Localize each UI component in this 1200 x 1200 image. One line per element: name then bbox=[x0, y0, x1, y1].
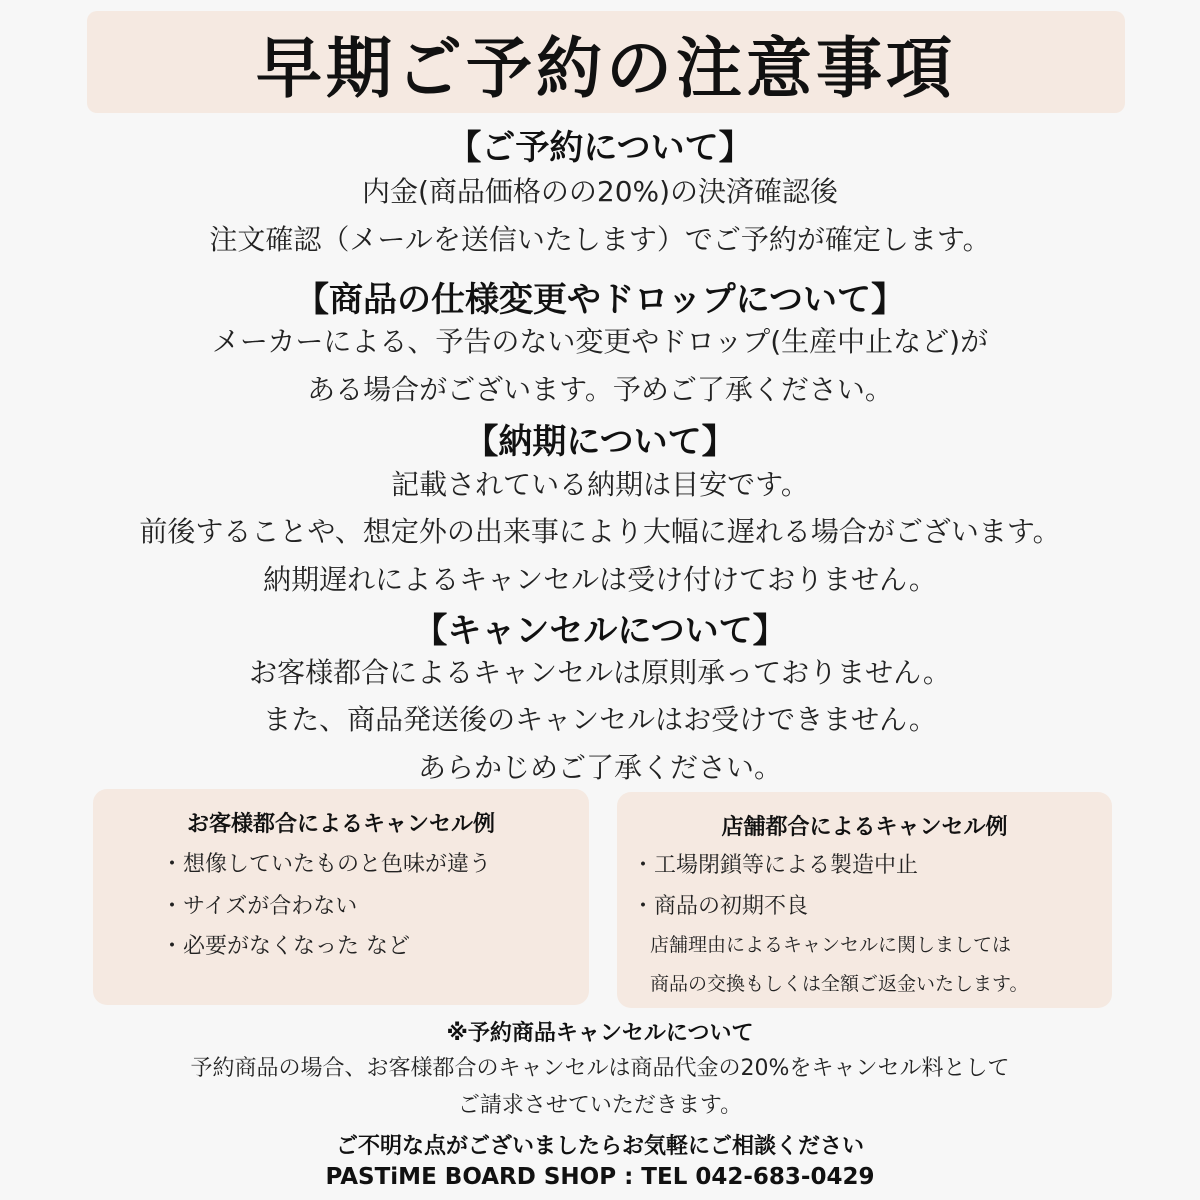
reservation-heading: 【ご予約について】 bbox=[447, 128, 753, 168]
cancellation-line-2: また、商品発送後のキャンセルはお受けできません。 bbox=[263, 703, 937, 736]
customer-cancel-box bbox=[93, 789, 589, 1005]
cancellation-line-1: お客様都合によるキャンセルは原則承っておりません。 bbox=[249, 656, 951, 689]
shop-phone: PASTiME BOARD SHOP : TEL 042-683-0429 bbox=[325, 1164, 875, 1190]
page-title: 早期ご予約の注意事項 bbox=[256, 29, 956, 107]
contact-message: ご不明な点がございましたらお気軽にご相談ください bbox=[335, 1134, 864, 1159]
delivery-line-2: 前後することや、想定外の出来事により大幅に遅れる場合がございます。 bbox=[139, 515, 1061, 548]
cancellation-line-3: あらかじめご了承ください。 bbox=[417, 751, 782, 784]
store-box-item: ・工場閉鎖等による製造中止 bbox=[632, 853, 919, 878]
customer-box-item: ・必要がなくなった など bbox=[161, 934, 410, 959]
customer-box-title: お客様都合によるキャンセル例 bbox=[186, 812, 495, 837]
delivery-heading: 【納期について】 bbox=[464, 422, 736, 462]
store-box-title: 店舗都合によるキャンセル例 bbox=[721, 815, 1008, 840]
store-box-note: 店舗理由によるキャンセルに関しましては bbox=[650, 934, 1012, 956]
reservation-line-2: 注文確認（メールを送信いたします）でご予約が確定します。 bbox=[209, 223, 991, 256]
reservation-line-1: 内金(商品価格のの20%)の決済確認後 bbox=[361, 175, 839, 208]
store-cancel-box bbox=[617, 792, 1112, 1008]
title-banner bbox=[87, 11, 1125, 113]
cancel-fee-heading: ※予約商品キャンセルについて bbox=[446, 1021, 754, 1046]
spec-change-line-1: メーカーによる、予告のない変更やドロップ(生産中止など)が bbox=[211, 325, 989, 358]
store-box-note: 商品の交換もしくは全額ご返金いたします。 bbox=[650, 973, 1029, 995]
spec-change-line-2: ある場合がございます。予めご了承ください。 bbox=[307, 373, 893, 406]
cancel-fee-line-1: 予約商品の場合、お客様都合のキャンセルは商品代金の20%をキャンセル料として bbox=[190, 1056, 1010, 1081]
customer-box-item: ・サイズが合わない bbox=[161, 894, 358, 919]
delivery-line-3: 納期遅れによるキャンセルは受け付けておりません。 bbox=[263, 563, 937, 596]
customer-box-item: ・想像していたものと色味が違う bbox=[161, 852, 492, 877]
cancel-fee-line-2: ご請求させていただきます。 bbox=[457, 1093, 743, 1118]
cancellation-heading: 【キャンセルについて】 bbox=[413, 611, 787, 651]
store-box-item: ・商品の初期不良 bbox=[632, 894, 809, 919]
delivery-line-1: 記載されている納期は目安です。 bbox=[391, 468, 809, 501]
spec-change-heading: 【商品の仕様変更やドロップについて】 bbox=[295, 280, 905, 320]
